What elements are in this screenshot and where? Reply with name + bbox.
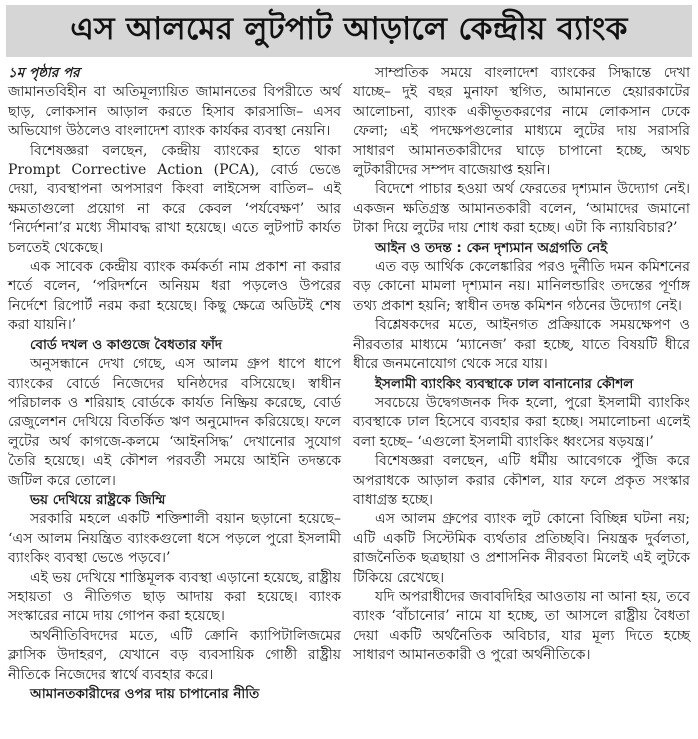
paragraph: এস আলম গ্রুপের ব্যাংক লুট কোনো বিচ্ছিন্ন ঘটনা নয়; এটি একটি সিস্টেমিক ব্যর্থতার প্রতিচ্ছবি। নিয়ন্ত্রক দুর্বলতা, রাজনৈতিক ছত্রছায়া ও প্রশাসনিক নীরবতা মিলেই এই লুটকে টিকিয়ে রেখেছে। bbox=[353, 511, 690, 586]
paragraph: অনুসন্ধানে দেখা গেছে, এস আলম গ্রুপ ধাপে ধাপে ব্যাংকের বোর্ডে নিজেদের ঘনিষ্ঠদের বসিয়েছে। স্বাধীন পরিচালক ও শরিয়াহ বোর্ডকে কার্যত নিষ্ক্রিয় করেছে, বোর্ড রেজুলেশন দেখিয়ে বিতর্কিত ঋণ অনুমোদন করিয়েছে। ফলে লুটের অর্থ কাগজে-কলমে ‘আইনসিদ্ধ’ দেখানোর সুযোগ তৈরি হয়েছে। এই কৌশল পরবর্তী সময়ে আইনি তদন্তকে জটিল করে তোলে। bbox=[8, 356, 341, 489]
paragraph: যদি অপরাধীদের জবাবদিহির আওতায় না আনা হয়, তবে ব্যাংক ‘বাঁচানোর’ নামে যা হচ্ছে, তা আসলে রাষ্ট্রীয় বৈধতা দেয়া একটি অর্থনৈতিক অবিচার, যার মূল্য দিতে হচ্ছে সাধারণ আমানতকারী ও পুরো অর্থনীতিকে। bbox=[353, 588, 690, 664]
paragraph: এত বড় আর্থিক কেলেঙ্কারির পরও দুর্নীতি দমন কমিশনের বড় কোনো মামলা দৃশ্যমান নয়। মানিলন্ডারিং তদন্তের পূর্ণাঙ্গ তথ্য প্রকাশ হয়নি; স্বাধীন তদন্ত কমিশন গঠনের উদ্যোগ নেই। bbox=[353, 259, 690, 314]
paragraph: এক সাবেক কেন্দ্রীয় ব্যাংক কর্মকর্তা নাম প্রকাশ না করার শর্তে বলেন, ‘পরিদর্শনে অনিয়ম ধরা পড়লেও উপরের নির্দেশে রিপোর্ট নরম করা হয়েছে। কিছু ক্ষেত্রে অডিটই শেষ করা যায়নি।’ bbox=[8, 259, 341, 334]
paragraph: সবচেয়ে উদ্বেগজনক দিক হলো, পুরো ইসলামী ব্যাংকিং ব্যবস্থাকে ঢাল হিসেবে ব্যবহার করা হচ্ছে। সমালোচনা এলেই বলা হচ্ছে– ‘এগুলো ইসলামী ব্যাংকিং ধ্বংসের ষড়যন্ত্র।’ bbox=[353, 394, 690, 450]
paragraph: সাম্প্রতিক সময়ে বাংলাদেশ ব্যাংকের সিদ্ধান্তে দেখা যাচ্ছে– দুই বছর মুনাফা স্থগিত, আমানতে হেয়ারকাটের আলোচনা, ব্যাংক একীভূতকরণের নামে লোকসান ঢেকে ফেলা; এই পদক্ষেপগুলোর মাধ্যমে লুটের দায় সরাসরি সাধারণ আমানতকারীদের ঘাড়ে চাপানো হচ্ছে, অথচ লুটকারীদের সম্পদ বাজেয়াপ্ত হয়নি। bbox=[353, 65, 690, 179]
paragraph: বিশেষজ্ঞরা বলছেন, এটি ধর্মীয় আবেগকে পুঁজি করে অপরাধকে আড়াল করার কৌশল, যার ফলে প্রকৃত সংস্কার বাধাগ্রস্ত হচ্ছে। bbox=[353, 453, 690, 508]
paragraph: জামানতবিহীন বা অতিমূল্যায়িত জামানতের বিপরীতে অর্থ ছাড়, লোকসান আড়াল করতে হিসাব কারসাজি– এসব অভিযোগ উঠলেও বাংলাদেশ ব্যাংক কার্যকর ব্যবস্থা নেয়নি। bbox=[8, 84, 341, 140]
paragraph: বিশেষজ্ঞরা বলছেন, কেন্দ্রীয় ব্যাংকের হাতে থাকা Prompt Corrective Action (PCA), বোর্ড ভেঙে দেয়া, ব্যবস্থাপনা অপসারণ কিংবা লাইসেন্স বাতিল– এই ক্ষমতাগুলো প্রয়োগ না করে কেবল ‘পর্যবেক্ষণ’ আর ‘নির্দেশনা’র মধ্যে সীমাবদ্ধ রাখা হয়েছে। এতে লুটপাট কার্যত চলতেই থেকেছে। bbox=[8, 142, 341, 256]
section-subheading: বোর্ড দখল ও কাগুজে বৈধতার ফাঁদ bbox=[30, 336, 223, 353]
continued-from-label: ১ম পৃষ্ঠার পর bbox=[8, 65, 80, 81]
paragraph: এই ভয় দেখিয়ে শাস্তিমূলক ব্যবস্থা এড়ানো হয়েছে, রাষ্ট্রীয় সহায়তা ও নীতিগত ছাড় আদায় করা হয়েছে। ব্যাংক সংস্কারের নামে দায় গোপন করা হয়েছে। bbox=[8, 569, 341, 625]
headline: এস আলমের লুটপাট আড়ালে কেন্দ্রীয় ব্যাংক bbox=[70, 11, 628, 47]
paragraph: বিশ্লেষকদের মতে, আইনগত প্রক্রিয়াকে সময়ক্ষেপণ ও নীরবতার মাধ্যমে ‘ম্যানেজ’ করা হচ্ছে, যাতে বিষয়টি ধীরে ধীরে জনমনোযোগ থেকে সরে যায়। bbox=[353, 317, 690, 373]
paragraph: বিদেশে পাচার হওয়া অর্থ ফেরতের দৃশ্যমান উদ্যোগ নেই। একজন ক্ষতিগ্রস্ত আমানতকারী বলেন, ‘আমাদের জমানো টাকা দিয়ে লুটের দায় শোধ করা হচ্ছে। এটা কি ন্যায়বিচার?’ bbox=[353, 181, 690, 237]
paragraph: সরকারি মহলে একটি শক্তিশালী বয়ান ছড়ানো হয়েছে– ‘এস আলম নিয়ন্ত্রিত ব্যাংকগুলো ধসে পড়লে পুরো ইসলামী ব্যাংকিং ব্যবস্থা ভেঙে পড়বে।’ bbox=[8, 511, 341, 567]
section-subheading: ভয় দেখিয়ে রাষ্ট্রকে জিম্মি bbox=[30, 491, 166, 508]
article-column-right bbox=[353, 64, 690, 666]
section-subheading: আমানতকারীদের ওপর দায় চাপানোর নীতি bbox=[30, 686, 260, 702]
section-subheading: আইন ও তদন্ত : কেন দৃশ্যমান অগ্রগতি নেই bbox=[375, 239, 608, 256]
paragraph: অর্থনীতিবিদদের মতে, এটি ক্রোনি ক্যাপিটালিজমের ক্লাসিক উদাহরণ, যেখানে বড় ব্যবসায়িক গোষ্ঠী রাষ্ট্রীয় নীতিকে নিজেদের স্বার্থে ব্যবহার করে। bbox=[8, 627, 341, 683]
article-column-left bbox=[8, 64, 341, 704]
section-subheading: ইসলামী ব্যাংকিং ব্যবস্থাকে ঢাল বানানোর কৌশল bbox=[375, 375, 634, 392]
headline-banner bbox=[6, 5, 692, 57]
